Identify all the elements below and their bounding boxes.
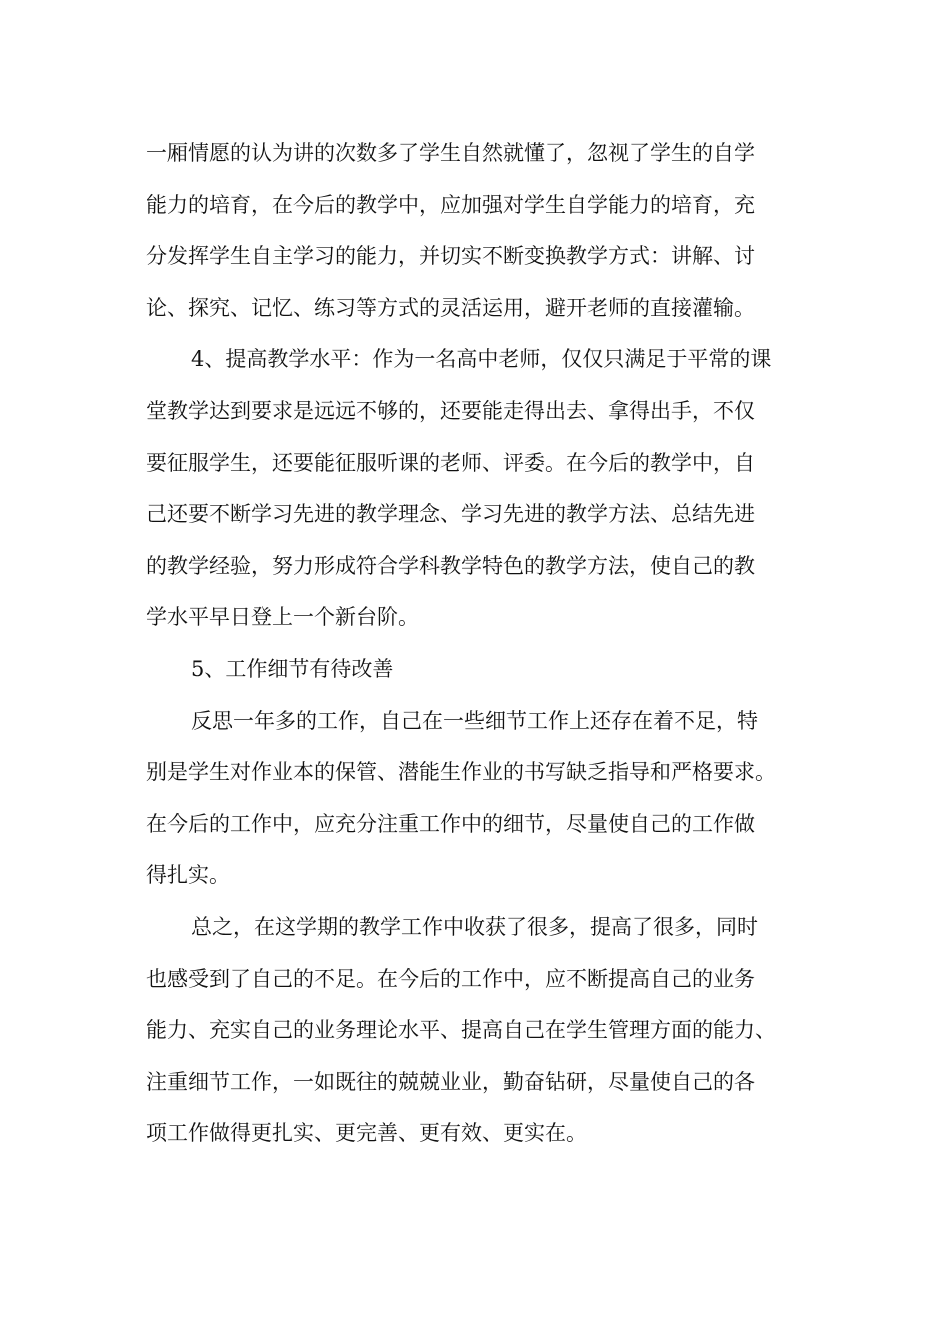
paragraph-self-study (146, 128, 846, 334)
text-line: 一厢情愿的认为讲的次数多了学生自然就懂了，忽视了学生的自学 (146, 141, 755, 165)
text-line: 论、探究、记忆、练习等方式的灵活运用，避开老师的直接灌输。 (146, 295, 755, 320)
text-line: 学水平早日登上一个新台阶。 (146, 605, 419, 630)
heading-line: 5、工作细节有待改善 (191, 656, 394, 681)
text-line: 分发挥学生自主学习的能力，并切实不断变换教学方式：讲解、讨 (146, 244, 755, 269)
text-line: 别是学生对作业本的保管、潜能生作业的书写缺乏指导和严格要求。 (146, 760, 776, 785)
text-line: 能力、充实自己的业务理论水平、提高自己在学生管理方面的能力、 (146, 1018, 776, 1043)
text-line: 的教学经验，努力形成符合学科教学特色的教学方法，使自己的教 (146, 553, 755, 578)
text-line: 在今后的工作中，应充分注重工作中的细节，尽量使自己的工作做 (146, 811, 755, 836)
text-line: 要征服学生，还要能征服听课的老师、评委。在今后的教学中，自 (146, 450, 755, 475)
text-line: 项工作做得更扎实、更完善、更有效、更实在。 (146, 1121, 587, 1146)
text-line: 总之，在这学期的教学工作中收获了很多，提高了很多，同时 (191, 914, 758, 939)
text-line: 己还要不断学习先进的教学理念、学习先进的教学方法、总结先进 (146, 502, 755, 527)
text-line: 反思一年多的工作，自己在一些细节工作上还存在着不足，特 (191, 708, 758, 733)
paragraph-summary (146, 902, 846, 1160)
text-line: 注重细节工作，一如既往的兢兢业业，勤奋钻研，尽量使自己的各 (146, 1069, 755, 1094)
document-body (146, 128, 846, 1160)
text-line: 4、提高教学水平：作为一名高中老师，仅仅只满足于平常的课 (191, 347, 772, 372)
text-line: 能力的培育，在今后的教学中，应加强对学生自学能力的培育，充 (146, 192, 755, 217)
text-line: 得扎实。 (146, 863, 230, 888)
paragraph-teaching-level (146, 334, 846, 644)
text-line: 也感受到了自己的不足。在今后的工作中，应不断提高自己的业务 (146, 966, 755, 991)
text-line: 堂教学达到要求是远远不够的，还要能走得出去、拿得出手，不仅 (146, 398, 755, 423)
paragraph-reflection (146, 696, 846, 902)
section-heading-work-details (146, 644, 846, 696)
